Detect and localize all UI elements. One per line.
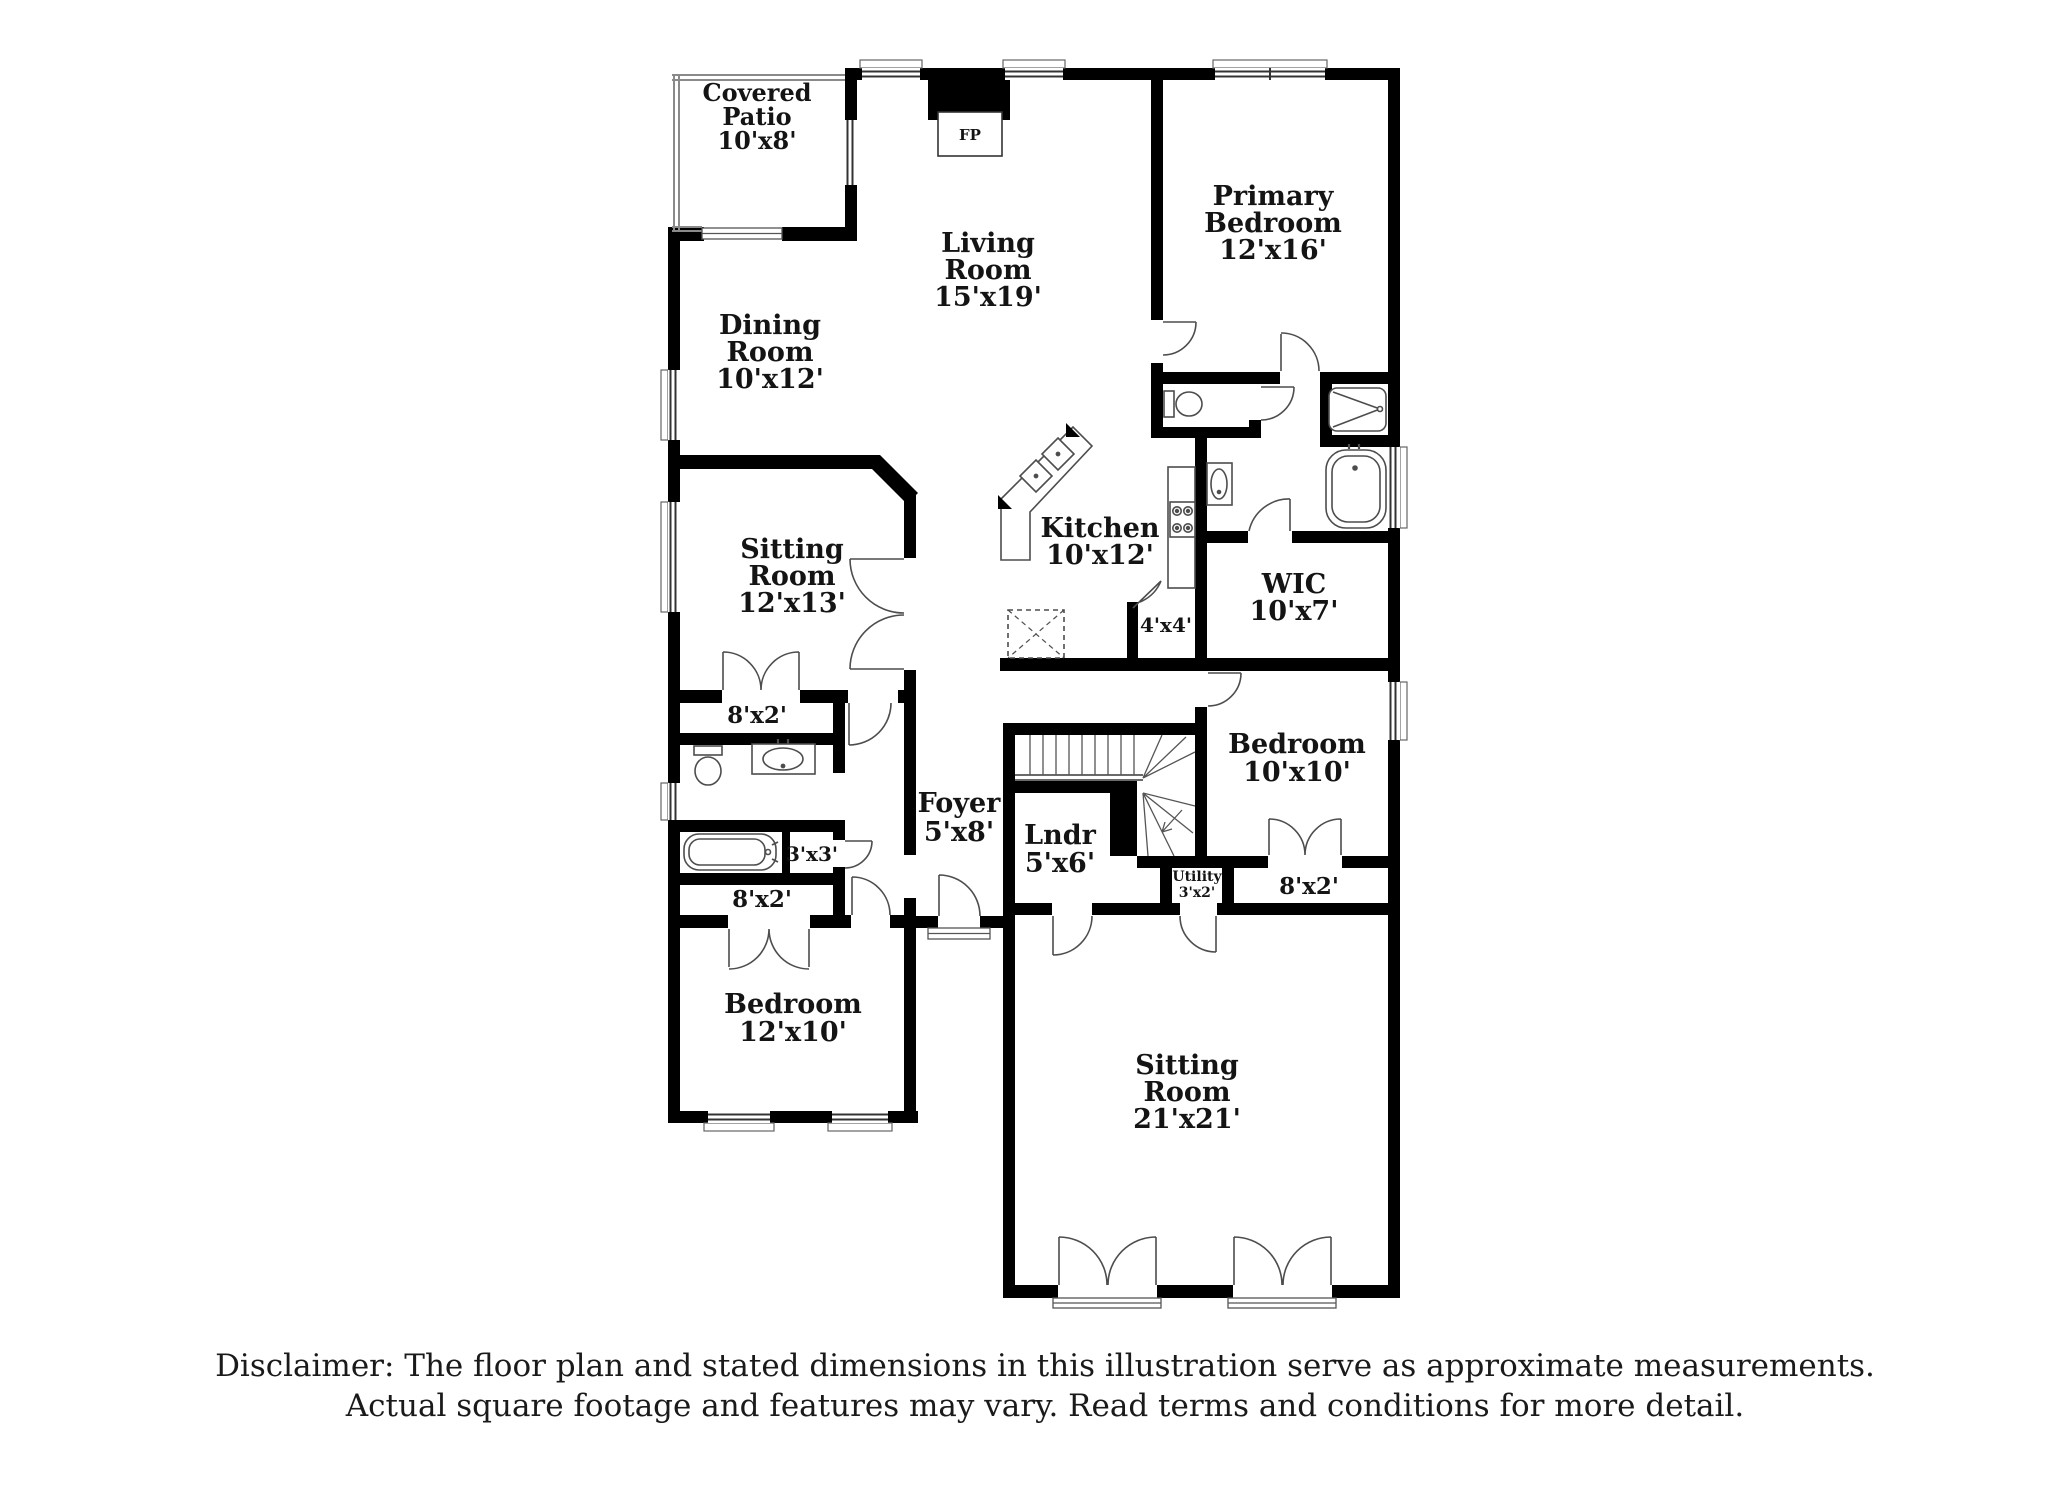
- label-bedroom-right-2: 10'x10': [1243, 757, 1351, 788]
- label-dining-room-2: Room: [726, 337, 814, 368]
- toilet-primary: [1164, 391, 1202, 417]
- vanity-sink-primary: [1207, 463, 1232, 505]
- door-wic: [1249, 499, 1290, 531]
- label-covered-patio-2: Patio: [722, 102, 792, 131]
- door-hall-to-corridor: [849, 703, 891, 745]
- disclaimer-line-1: Disclaimer: The floor plan and stated dimensions in this illustration serve as approximate measurements.: [215, 1348, 1875, 1384]
- window-bedroom-left-2: [828, 1111, 892, 1131]
- window-tub-right: [1388, 447, 1407, 528]
- label-sitting-room-small-3: 12'x13': [738, 588, 846, 619]
- label-bedroom-left-2: 12'x10': [739, 1017, 847, 1048]
- disclaimer-line-2: Actual square footage and features may vary. Read terms and conditions for more detail.: [345, 1388, 1745, 1424]
- label-laundry-1: Lndr: [1024, 820, 1096, 851]
- label-kitchen-1: Kitchen: [1040, 513, 1160, 544]
- label-covered-patio-3: 10'x8': [717, 126, 797, 155]
- label-fireplace: FP: [959, 126, 981, 144]
- toilet-hall-bath: [694, 746, 722, 785]
- window-bedroom-right: [1388, 682, 1407, 740]
- door-bedroom-left: [852, 877, 890, 915]
- kitchen-stove: [1168, 467, 1195, 588]
- french-doors-sitting-large-2: [1234, 1237, 1331, 1285]
- vanity-sink-hall-bath: [752, 739, 815, 774]
- label-foyer-2: 5'x8': [923, 817, 995, 848]
- door-toilet-room: [1261, 387, 1294, 420]
- disclaimer: [215, 1348, 1875, 1424]
- french-doors-sitting-large-1: [1059, 1237, 1156, 1285]
- label-wic-1: WIC: [1261, 569, 1327, 600]
- door-laundry: [1053, 916, 1092, 955]
- door-primary-bedroom: [1163, 322, 1196, 355]
- label-sitting-room-small-1: Sitting: [740, 534, 844, 565]
- label-sitting-room-large-1: Sitting: [1135, 1050, 1239, 1081]
- label-dining-room-1: Dining: [718, 310, 822, 341]
- window-living-top-right: [1003, 60, 1065, 80]
- label-laundry-2: 5'x6': [1024, 848, 1096, 879]
- window-bath-left: [661, 783, 680, 820]
- door-closet-8x2-hall: [723, 652, 799, 690]
- label-foyer-1: Foyer: [917, 788, 1001, 819]
- label-closet-3x3: 3'x3': [785, 842, 839, 866]
- label-kitchen-2: 10'x12': [1046, 540, 1154, 571]
- window-sitting-left: [661, 502, 680, 612]
- window-dining-left: [661, 370, 680, 440]
- door-utility: [1180, 916, 1216, 952]
- front-door-threshold: [928, 928, 990, 939]
- window-primary-top: [1213, 60, 1327, 80]
- door-closet-4x4: [1133, 581, 1161, 608]
- french-door-threshold-1: [1053, 1298, 1161, 1308]
- french-door-threshold-2: [1228, 1298, 1336, 1308]
- label-bedroom-left-1: Bedroom: [724, 989, 862, 1020]
- label-sitting-room-small-2: Room: [748, 561, 836, 592]
- door-front-entry: [939, 875, 980, 916]
- door-primary-bath: [1281, 333, 1319, 371]
- label-living-room-2: Room: [944, 255, 1032, 286]
- label-living-room-3: 15'x19': [934, 282, 1042, 313]
- bathtub-hall-bath: [684, 834, 778, 870]
- label-covered-patio-1: Covered: [702, 78, 812, 107]
- label-sitting-room-large-2: Room: [1143, 1077, 1231, 1108]
- label-closet-4x4: 4'x4': [1139, 613, 1193, 637]
- label-closet-8x2-hall: 8'x2': [727, 702, 787, 729]
- label-closet-8x2-right: 8'x2': [1279, 873, 1339, 900]
- door-bedroom-right: [1208, 673, 1241, 706]
- label-bedroom-right-1: Bedroom: [1228, 729, 1366, 760]
- door-closet-8x2-right: [1269, 819, 1341, 855]
- label-dining-room-3: 10'x12': [716, 364, 824, 395]
- door-closet-8x2-bedroom-left: [729, 929, 809, 969]
- label-utility-2: 3'x2': [1178, 885, 1216, 901]
- shower-primary: [1329, 388, 1386, 431]
- label-sitting-room-large-3: 21'x21': [1133, 1104, 1241, 1135]
- pantry-dashed-area: [1008, 610, 1064, 658]
- window-patio-living-wall: [845, 120, 857, 185]
- label-closet-8x2-left: 8'x2': [732, 886, 792, 913]
- window-bedroom-left-1: [704, 1111, 774, 1131]
- label-wic-2: 10'x7': [1249, 596, 1339, 627]
- garden-tub-primary: [1326, 444, 1386, 528]
- label-primary-bedroom-1: Primary: [1212, 181, 1334, 212]
- patio-door-threshold: [702, 228, 782, 239]
- label-living-room-1: Living: [941, 228, 1035, 259]
- label-primary-bedroom-3: 12'x16': [1219, 235, 1327, 266]
- door-closet-3x3: [845, 841, 872, 868]
- label-utility-1: Utility: [1172, 869, 1222, 885]
- label-primary-bedroom-2: Bedroom: [1204, 208, 1342, 239]
- window-living-top-left: [860, 60, 922, 80]
- french-doors-sitting-small: [850, 559, 904, 669]
